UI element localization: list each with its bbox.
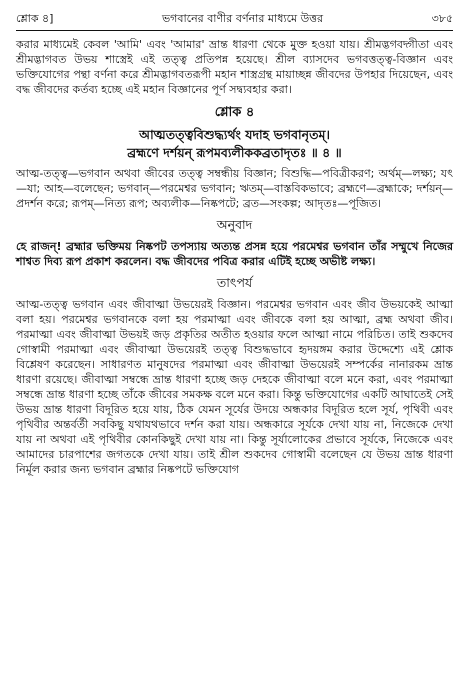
verse-title: শ্লোক ৪ [214,105,255,120]
header-chapter-title: ভগবানের বাণীর বর্ণনার মাধ্যমে উত্তর [161,12,324,25]
word-synonyms: আত্ম-তত্ত্ব—ভগবান অথবা জীবের তত্ত্ব সম্বন্ধীয় বিজ্ঞান; বিশুদ্ধি—পবিত্রীকরণ; অর্থম্—লক্ষ্য; যৎ—যা; আহ—বলেছেন; ভগবান্—পরমেশ্বর ভগবান; ঋতম্—বাস্তবিকভাবে; ব্রহ্মণে—ব্রহ্মাকে; দর্শয়ন্—প্রদর্শন করে; রূপম্—নিত্য রূপ; অব্যলীক—নিষ্কপটে; ব্রত—সংকল্প; আদৃতঃ—পূজিত। [16,167,453,210]
translation-heading: অনুবাদ [216,217,253,232]
page-number: ৩৮৫ [431,12,453,25]
header-verse-ref: শ্লোক ৪] [16,12,54,25]
verse-line-2: ব্রহ্মণে দর্শয়ন্ রূপমব্যলীককব্রতাদৃতঃ ॥ ৪ ॥ [127,145,342,160]
running-header [16,12,453,26]
purport-heading: তাৎপর্য [216,275,253,290]
header-rule [16,30,453,31]
intro-paragraph: করার মাধ্যমেই কেবল 'আমি' এবং 'আমার' ভ্রান্ত ধারণা থেকে মুক্ত হওয়া যায়। শ্রীমদ্ভগবদ্গীতা এবং শ্রীমদ্ভাগবত উভয় শাস্ত্রেই এই তত্ত্ব প্রতিপন্ন হয়েছে। শ্রীল ব্যাসদেব ভগবত্তত্ত্ব-বিজ্ঞান এবং ভক্তিযোগের পন্থা বর্ণনা করে শ্রীমদ্ভাগবতরূপী মহান শাস্ত্রগ্রন্থ মায়াচ্ছন্ন জীবদের উপহার দিয়েছেন, এবং বদ্ধ জীবদের কর্তব্য হচ্ছে এই মহান বিজ্ঞানের পূর্ণ সদ্ব্যবহার করা। [16,38,453,96]
purport-text: আত্ম-তত্ত্ব ভগবান এবং জীবাত্মা উভয়েরই বিজ্ঞান। পরমেশ্বর ভগবান এবং জীব উভয়কেই আত্মা বলা হয়। পরমেশ্বর ভগবানকে বলা হয় পরমাত্মা এবং জীবকে বলা হয় আত্মা, ব্রহ্ম অথবা জীব। পরমাত্মা এবং জীবাত্মা উভয়ই জড় প্রকৃতির অতীত হওয়ার ফলে আত্মা নামে পরিচিত। তাই শুকদেব গোস্বামী পরমাত্মা এবং জীবাত্মা উভয়েরই তত্ত্ব বিশুদ্ধভাবে হৃদয়ঙ্গম করার উদ্দেশ্যে এই শ্লোক বিশ্লেষণ করেছেন। সাধারণত মানুষদের পরমাত্মা এবং জীবাত্মা উভয়েরই সম্পর্কের নানারকম ভ্রান্ত ধারণা রয়েছে। জীবাত্মা সম্বন্ধে ভ্রান্ত ধারণা হচ্ছে জড় দেহকে জীবাত্মা বলে মনে করা, এবং পরমাত্মা সম্বন্ধে ভ্রান্ত ধারণা হচ্ছে তাঁকে জীবের সমকক্ষ বলে মনে করা। কিন্তু ভক্তিযোগের একটি আঘাতেই সেই উভয় ভ্রান্ত ধারণা বিদূরিত হয়ে যায়, ঠিক যেমন সূর্যের উদয়ে অন্ধকার বিদূরিত হলে সূর্য, পৃথিবী এবং পৃথিবীর অন্তর্বর্তী সবকিছু যথাযথভাবে দর্শন করা যায়। অন্ধকারে সূর্যকে দেখা যায় না, নিজেকে দেখা যায় না অথবা এই পৃথিবীর কোনকিছুই দেখা যায় না। কিন্তু সূর্যালোকের প্রভাবে সূর্যকে, নিজেকে এবং আমাদের চারপাশের জগতকে দেখা যায়। তাই শ্রীল শুকদেব গোস্বামী বলেছেন যে উভয় ভ্রান্ত ধারণা নির্মূল করার জন্য ভগবান ব্রহ্মার নিষ্কপটে ভক্তিযোগ [16,298,453,476]
verse-line-1: আত্মতত্ত্ববিশুদ্ধ্যর্থং যদাহ ভগবানৃতম্। [139,127,330,142]
translation-text: হে রাজন্! ব্রহ্মার ভক্তিময় নিষ্কপট তপস্যায় অত্যন্ত প্রসন্ন হয়ে পরমেশ্বর ভগবান তাঁর সম্মুখে নিজের শাশ্বত দিব্য রূপ প্রকাশ করলেন। বদ্ধ জীবদের পবিত্র করার এটিই হচ্ছে অভীষ্ট লক্ষ্য। [16,240,453,268]
